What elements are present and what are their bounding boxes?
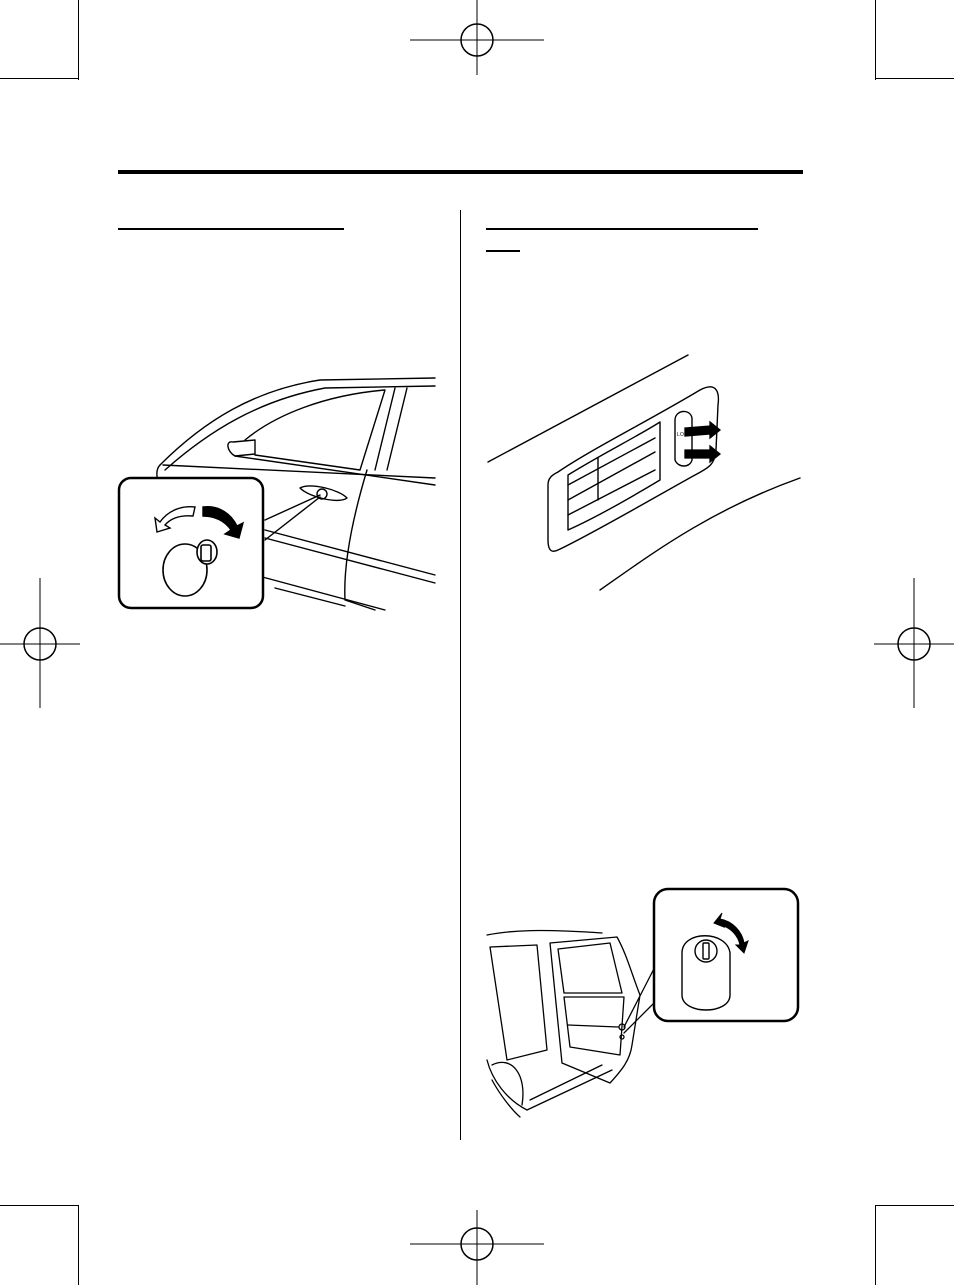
header-rule <box>118 170 803 174</box>
figure-inner-door-handle <box>480 350 810 600</box>
right-heading-underline <box>486 228 758 230</box>
registration-mark-top <box>410 0 544 75</box>
column-divider <box>460 210 461 1140</box>
right-heading-underline-2 <box>486 250 520 252</box>
registration-mark-bottom <box>410 1210 544 1285</box>
figure-door-key-lock <box>115 370 440 620</box>
left-heading-underline <box>118 228 344 230</box>
lock-label: LOCK <box>677 432 692 438</box>
registration-mark-right <box>874 578 954 708</box>
lock-arrows-icon <box>685 422 720 462</box>
child-lock-icon <box>682 936 730 1010</box>
registration-mark-left <box>0 578 80 708</box>
figure-rear-door-child-lock <box>482 885 804 1125</box>
